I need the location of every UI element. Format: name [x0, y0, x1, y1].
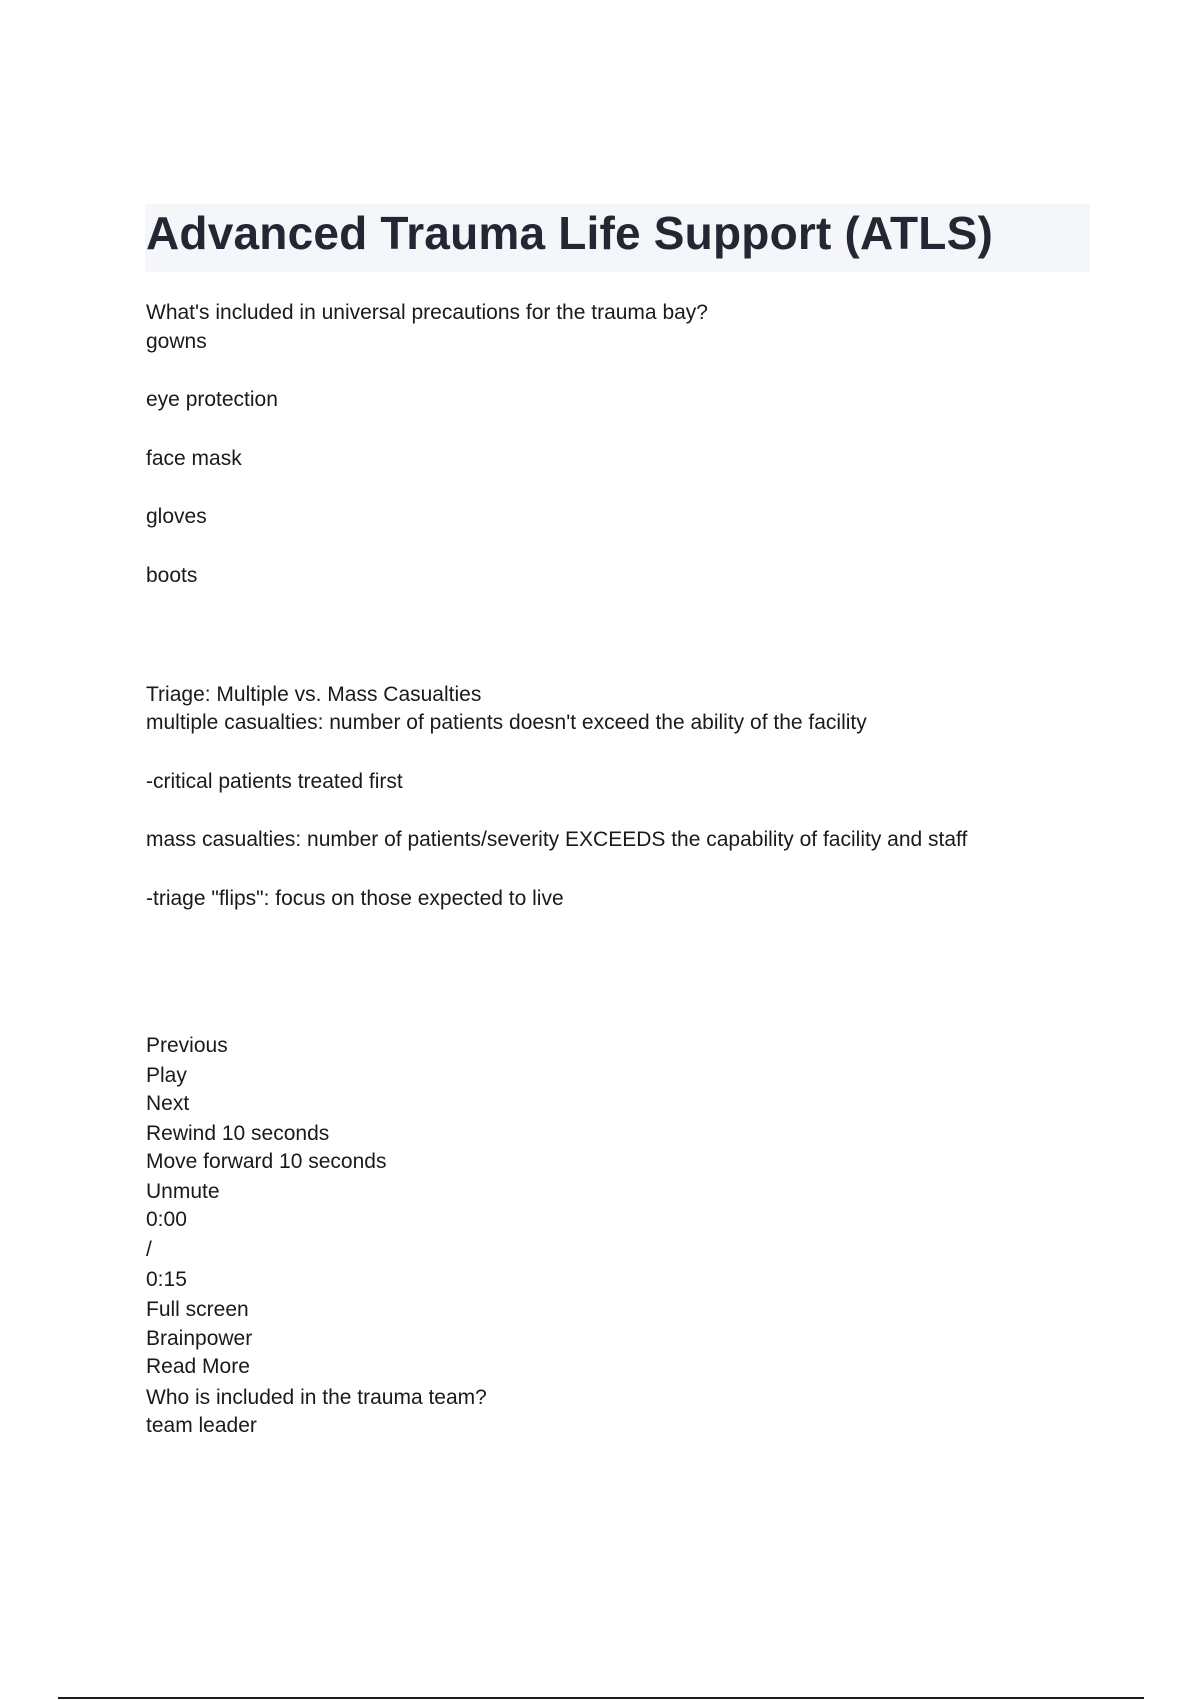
read-more-link[interactable]: Read More [146, 1355, 250, 1378]
question-universal-precautions: What's included in universal precautions for the trauma bay? [146, 301, 708, 324]
answer-line: mass casualties: number of patients/severity EXCEEDS the capability of facility and staff [146, 828, 968, 851]
rewind-button[interactable]: Rewind 10 seconds [146, 1122, 330, 1145]
answer-line: multiple casualties: number of patients doesn't exceed the ability of the facility [146, 711, 867, 734]
answer-line: -triage "flips": focus on those expected to live [146, 887, 564, 910]
previous-button[interactable]: Previous [146, 1034, 228, 1057]
answer-line: boots [146, 564, 198, 587]
answer-line: face mask [146, 447, 242, 470]
duration: 0:15 [146, 1268, 187, 1291]
answer-line: gowns [146, 330, 207, 353]
answer-line: team leader [146, 1414, 257, 1437]
answer-line: -critical patients treated first [146, 770, 403, 793]
current-time: 0:00 [146, 1208, 187, 1231]
answer-line: eye protection [146, 388, 278, 411]
question-trauma-team: Who is included in the trauma team? [146, 1386, 487, 1409]
page-bottom-rule [58, 1697, 1144, 1699]
forward-button[interactable]: Move forward 10 seconds [146, 1150, 387, 1173]
answer-line: gloves [146, 505, 207, 528]
time-separator: / [146, 1238, 152, 1261]
unmute-button[interactable]: Unmute [146, 1180, 220, 1203]
question-triage: Triage: Multiple vs. Mass Casualties [146, 683, 482, 706]
play-button[interactable]: Play [146, 1064, 187, 1087]
document-title: Advanced Trauma Life Support (ATLS) [146, 207, 993, 259]
fullscreen-button[interactable]: Full screen [146, 1298, 249, 1321]
brand-label: Brainpower [146, 1327, 253, 1350]
next-button[interactable]: Next [146, 1092, 190, 1115]
